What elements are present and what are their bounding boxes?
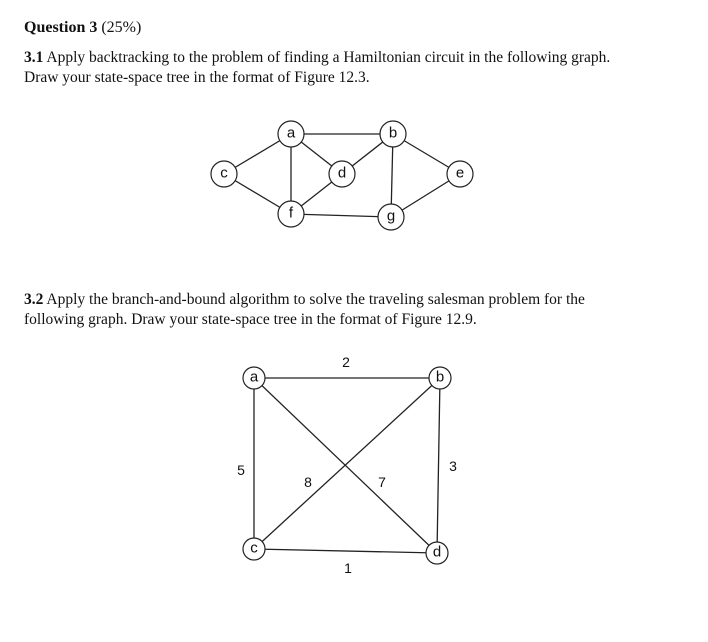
vertex-c-label: c	[220, 164, 228, 182]
vertex-b	[380, 121, 406, 147]
part-3-2-text	[24, 290, 672, 330]
weight-c-b: 8	[304, 474, 312, 490]
weight-a-d: 7	[378, 474, 386, 490]
weight-a-c: 5	[237, 462, 245, 478]
vertex-f-label: f	[288, 204, 294, 222]
part-3-2-line1: Apply the branch-and-bound algorithm to solve the traveling salesman problem for the	[46, 291, 585, 308]
tsp-vertex-a-label: a	[249, 368, 259, 386]
part-3-2-number: 3.2	[24, 291, 44, 308]
part-3-2-line2: following graph. Draw your state-space tree in the format of Figure 12.9.	[24, 311, 477, 328]
tsp-edge-b-d	[437, 378, 440, 553]
tsp-vertex-d	[426, 542, 448, 564]
tsp-edge-c-d	[254, 549, 437, 553]
vertex-e	[447, 161, 473, 187]
tsp-vertex-b-label: b	[435, 368, 445, 386]
tsp-edge-a-d	[254, 378, 437, 553]
part-3-1-line1: Apply backtracking to the problem of finding a Hamiltonian circuit in the following graph.	[46, 49, 611, 66]
tsp-vertex-b	[429, 367, 451, 389]
vertex-d	[329, 161, 355, 187]
vertex-d-label: d	[337, 164, 347, 182]
vertex-a-label: a	[286, 124, 296, 142]
vertex-c	[211, 161, 237, 187]
edge-f-g	[291, 214, 391, 217]
vertex-a	[278, 121, 304, 147]
vertex-g	[378, 204, 404, 230]
weight-a-b: 2	[342, 354, 350, 370]
tsp-edges	[254, 378, 440, 553]
question-weight: (25%)	[101, 19, 142, 36]
vertex-e-label: e	[455, 164, 465, 182]
tsp-vertex-c	[243, 538, 265, 560]
tsp-weights	[237, 354, 457, 576]
part-3-1-number: 3.1	[24, 49, 44, 66]
vertex-g-label: g	[386, 207, 396, 225]
part-3-1-line2: Draw your state-space tree in the format of Figure 12.3.	[24, 69, 370, 86]
vertex-f	[278, 201, 304, 227]
tsp-vertex-c-label: c	[250, 539, 258, 557]
weight-b-d: 3	[449, 458, 457, 474]
hamiltonian-vertices	[211, 121, 473, 230]
weight-c-d: 1	[344, 560, 352, 576]
question-number: Question 3	[24, 19, 98, 36]
tsp-vertex-d-label: d	[432, 543, 442, 561]
tsp-edge-c-b	[254, 378, 440, 549]
vertex-b-label: b	[388, 124, 398, 142]
tsp-vertex-a	[243, 367, 265, 389]
